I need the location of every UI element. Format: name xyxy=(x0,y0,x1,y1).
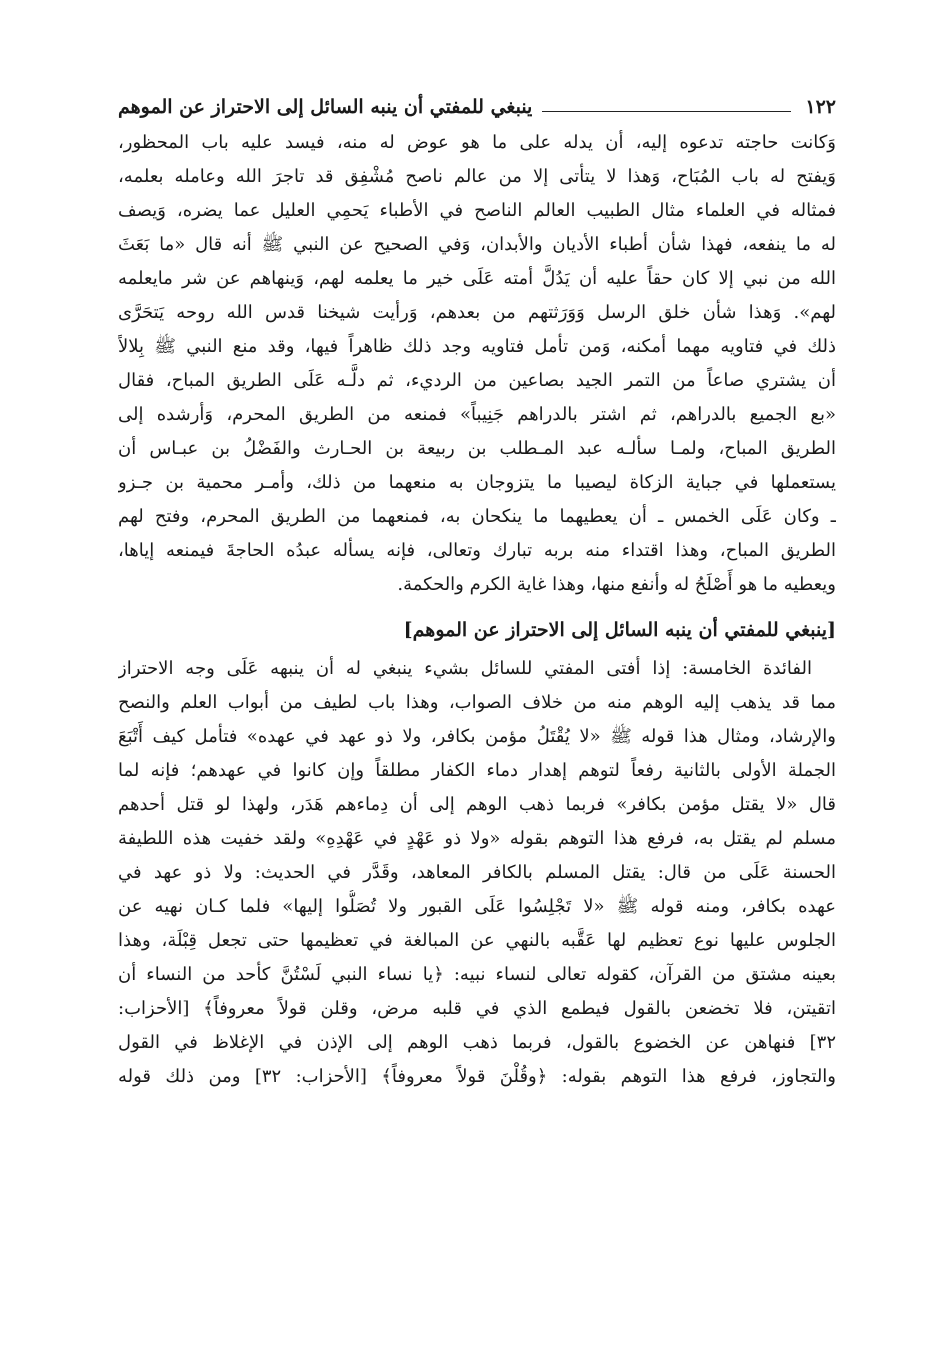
body-text xyxy=(118,126,836,1094)
paragraph-2 xyxy=(118,652,836,1094)
running-title: ينبغي للمفتي أن ينبه السائل إلى الاحتراز عن الموهم xyxy=(118,96,533,118)
text-line: «بع الجميع بالدراهم، ثم اشتر بالدراهم جَنِيباً» فمنعه من الطريق المحرم، وَأرشده إلى xyxy=(118,404,836,425)
text-line: يستعملها في جباية الزكاة ليصيبا ما يتزوجان به منعهما من ذلك، وأمـر محمية بن جـزو xyxy=(118,472,836,493)
paragraph-1 xyxy=(118,126,836,602)
text-line: عهده بكافر، ومنه قوله ﷺ «لا تَجْلِسُوا عَلَى القبور ولا تُصَلُّوا إليها» فلما كـان نهيه عن xyxy=(118,896,836,917)
text-line: وَكانت حاجته تدعوه إليه، أن يدله على ما هو عوض له منه، فيسد عليه باب المحظور، xyxy=(118,132,836,153)
header-rule xyxy=(542,111,791,112)
section-heading: [ينبغي للمفتي أن ينبه السائل إلى الاحتراز عن الموهم] xyxy=(403,619,836,641)
text-line: مسلم لم يقتل به، فرفع هذا التوهم بقوله «ولا ذو عَهْدٍ في عَهْدِهِ» ولقد خفيت هذه اللطيفة xyxy=(118,828,836,849)
text-line: الطريق المباح، وهذا اقتداء منه بربه تبارك وتعالى، فإنه يسأله عبدُه الحاجةَ فيمنعه إياها، xyxy=(118,540,836,561)
text-line: وَيفتح له باب المُبَاح، وَهذا لا يتأتى إلا من عالم ناصح مُشْفِق قد تاجرَ الله وعامله بعلمه، xyxy=(118,166,836,187)
text-line: الجلوس عليها نوع تعظيم لها عَقَّبه بالنهي عن المبالغة في تعظيمها حتى تجعل قِبْلَة، وهذا xyxy=(118,930,836,951)
text-line: بعينه مشتق من القرآن، كقوله تعالى لنساء نبيه: ﴿يا نساء النبي لَسْتُنَّ كأحد من النساء أن xyxy=(118,964,836,985)
running-header xyxy=(118,82,836,118)
text-line: والتجاوز، فرفع هذا التوهم بقوله: ﴿وقُلْنَ قولاً معروفاً﴾ [الأحزاب: ٣٢] ومن ذلك قوله xyxy=(118,1066,836,1087)
text-line: ذلك في فتاويه مهما أمكنه، وَمن تأمل فتاويه وجد ذلك ظاهراً فيها، وقد منع النبي ﷺ بِلالاً xyxy=(118,336,836,357)
text-line: ويعطيه ما هو أَصْلَحُ له وأنفع منها، وهذا غاية الكرم والحكمة. xyxy=(397,574,836,595)
text-line: الحسنة عَلَى من قال: يقتل المسلم بالكافر المعاهد، وقَدَّر في الحديث: ولا ذو عهد في xyxy=(118,862,836,883)
text-line: لهم». وَهذا شأن خلق الرسل وَوَرَثتهم من بعدهم، وَرأيت شيخنا قدس الله روحه يَتحَرَّى xyxy=(118,302,836,323)
text-line: مما قد يذهب إليه الوهم منه من خلاف الصواب، وهذا باب لطيف من أبواب العلم والنصح xyxy=(118,692,836,713)
text-line: ـ وكان عَلَى الخمس ـ أن يعطيهما ما ينكحان به، فمنعهما من الطريق المحرم، وفتح لهم xyxy=(118,506,836,527)
text-line: اتقيتن، فلا تخضعن بالقول فيطمع الذي في قلبه مرض، وقلن قولاً معروفاً﴾ [الأحزاب: xyxy=(118,998,836,1019)
text-line: الفائدة الخامسة: إذا أفتى المفتي للسائل بشيء ينبغي له أن ينبهه عَلَى وجه الاحتراز xyxy=(118,658,812,679)
text-line: قال «لا يقتل مؤمن بكافر» فربما ذهب الوهم إلى أن دِماءهم هَدَر، ولهذا لو قتل أحدهم xyxy=(118,794,836,815)
text-line: والإرشاد، ومثال هذا قوله ﷺ «لا يُقْتَلُ مؤمن بكافر، ولا ذو عهد في عهده» فتأمل كيف أَتْبَعَ xyxy=(118,726,836,747)
text-line: له ما ينفعه، فهذا شأن أطباء الأديان والأبدان، وَفي الصحيح عن النبي ﷺ أنه قال «ما بَعَثَ xyxy=(118,234,836,255)
book-page xyxy=(118,82,836,1302)
text-line: الجملة الأولى بالثانية رفعاً لتوهم إهدار دماء الكفار مطلقاً وإن كانوا في عهدهم؛ فإنه لما xyxy=(118,760,836,781)
text-line: أن يشتري صاعاً من التمر الجيد بصاعين من الرديء، ثم دلَّـه عَلَى الطريق المباح، فقال xyxy=(118,370,836,391)
text-line: فمثاله في العلماء مثال الطبيب العالم الناصح في الأطباء يَحمِي العليل عما يضره، وَيصف xyxy=(118,200,836,221)
text-line: الله من نبي إلا كان حقاً عليه أن يَدُلَّ أمته عَلَى خير ما يعلمه لهم، وَينهاهم عن شر مايعلمه xyxy=(118,268,836,289)
text-line: الطريق المباح، ولمـا سألـه عبد المـطلب بن ربيعة بن الحـارث والفَضْلُ بن عبـاس أن xyxy=(118,438,836,459)
text-line: ٣٢] فنهاهن عن الخضوع بالقول، فربما ذهب الوهم إلى الإذن في الإغلاظ في القول xyxy=(118,1032,836,1053)
page-number: ١٢٢ xyxy=(805,96,836,118)
